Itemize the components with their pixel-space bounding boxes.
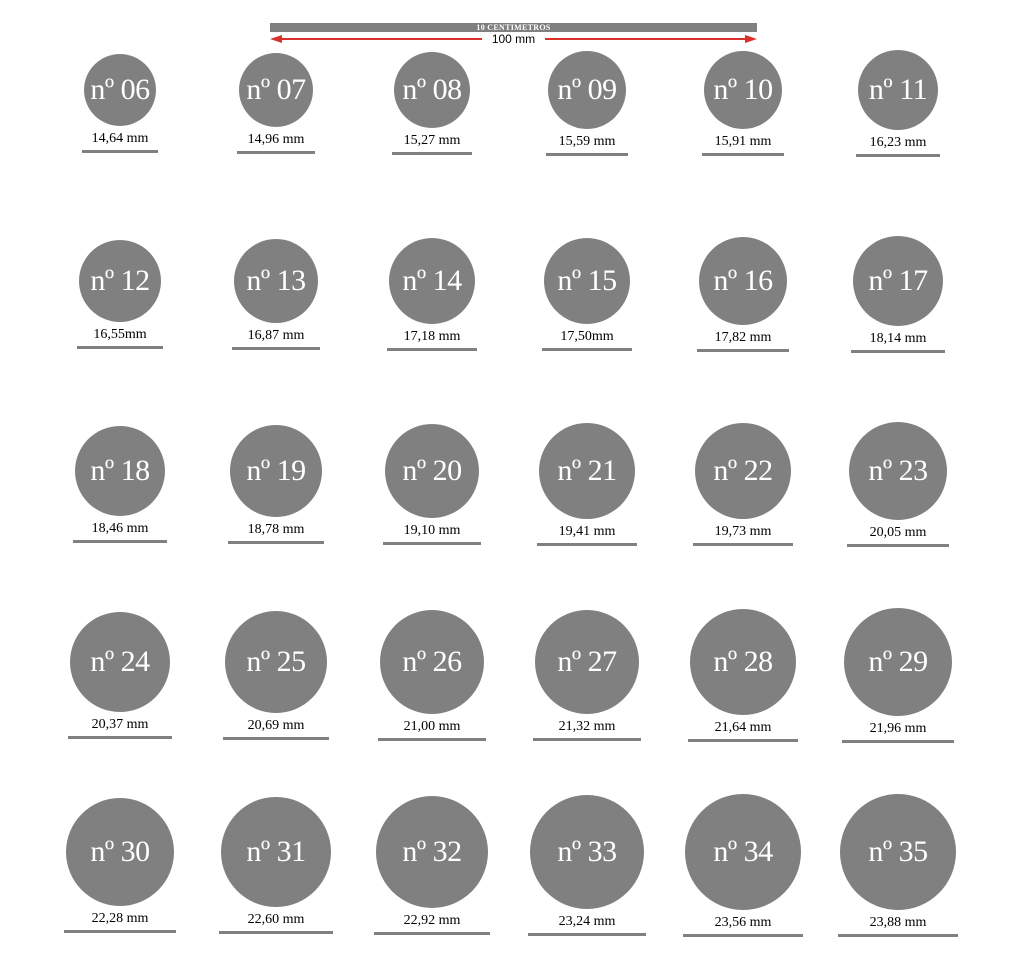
ring-diameter-label: 23,24 mm — [558, 914, 616, 929]
ring-diameter-label: 17,50mm — [560, 329, 614, 344]
ring-size-number: nº 26 — [402, 645, 462, 678]
ring-diameter-label: 16,55mm — [93, 327, 147, 342]
ring-size-disk — [230, 425, 322, 517]
ring-diameter-label: 19,41 mm — [558, 524, 616, 539]
ring-size-number: nº 25 — [246, 645, 306, 678]
ring-size-disk — [535, 610, 639, 714]
ring-size-number: nº 29 — [868, 645, 928, 678]
ring-size-number: nº 19 — [246, 454, 306, 487]
ring-size-disk — [380, 610, 484, 714]
diameter-underline — [528, 933, 646, 936]
diameter-underline — [68, 736, 172, 739]
ring-size-disk — [239, 53, 313, 127]
ring-size-disk — [385, 424, 479, 518]
diameter-underline — [702, 153, 784, 156]
diameter-underline — [73, 540, 167, 543]
diameter-underline — [374, 932, 490, 935]
diameter-underline — [847, 544, 949, 547]
diameter-underline — [392, 152, 472, 155]
ring-size-disk — [389, 238, 475, 324]
ring-size-disk — [849, 422, 947, 520]
ring-diameter-label: 21,64 mm — [714, 720, 772, 735]
ring-size-number: nº 35 — [868, 835, 928, 868]
diameter-underline — [77, 346, 163, 349]
ring-size-number: nº 14 — [402, 264, 462, 297]
ring-size-disk — [704, 51, 782, 129]
ring-diameter-label: 22,28 mm — [91, 911, 149, 926]
ring-size-number: nº 17 — [868, 264, 928, 297]
ring-size-disk — [79, 240, 161, 322]
ring-diameter-label: 18,14 mm — [869, 331, 927, 346]
diameter-underline — [82, 150, 158, 153]
ring-size-disk — [699, 237, 787, 325]
diameter-underline — [697, 349, 789, 352]
ring-diameter-label: 21,32 mm — [558, 719, 616, 734]
diameter-underline — [223, 737, 329, 740]
diameter-underline — [228, 541, 324, 544]
diameter-underline — [693, 543, 793, 546]
ring-size-disk — [695, 423, 791, 519]
ring-size-number: nº 33 — [557, 835, 617, 868]
ring-size-number: nº 06 — [90, 73, 150, 106]
ring-size-number: nº 32 — [402, 835, 462, 868]
ring-size-number: nº 34 — [713, 835, 773, 868]
ring-diameter-label: 14,96 mm — [247, 132, 305, 147]
diameter-underline — [378, 738, 486, 741]
ring-size-disk — [84, 54, 156, 126]
ring-size-number: nº 20 — [402, 454, 462, 487]
ring-size-number: nº 24 — [90, 645, 150, 678]
diameter-underline — [387, 348, 477, 351]
ring-diameter-label: 20,69 mm — [247, 718, 305, 733]
ring-size-number: nº 08 — [402, 73, 462, 106]
ring-size-disk — [544, 238, 630, 324]
ring-size-disk — [394, 52, 470, 128]
ring-size-disk — [840, 794, 956, 910]
diameter-underline — [64, 930, 176, 933]
ring-size-number: nº 27 — [557, 645, 617, 678]
ring-size-disk — [685, 794, 801, 910]
ring-size-disk — [853, 236, 943, 326]
ring-size-number: nº 18 — [90, 454, 150, 487]
ring-size-number: nº 11 — [868, 73, 928, 106]
ring-size-number: nº 16 — [713, 264, 773, 297]
diameter-underline — [533, 738, 641, 741]
ring-size-number: nº 30 — [90, 835, 150, 868]
ring-diameter-label: 22,60 mm — [247, 912, 305, 927]
ring-diameter-label: 18,78 mm — [247, 522, 305, 537]
ring-size-disk — [548, 51, 626, 129]
ring-size-disk — [844, 608, 952, 716]
diameter-underline — [237, 151, 315, 154]
diameter-underline — [688, 739, 798, 742]
ring-diameter-label: 19,73 mm — [714, 524, 772, 539]
ring-diameter-label: 16,23 mm — [869, 135, 927, 150]
diameter-underline — [856, 154, 940, 157]
diameter-underline — [219, 931, 333, 934]
ring-size-disk — [70, 612, 170, 712]
ring-size-number: nº 21 — [557, 454, 617, 487]
scale-bar-label: 10 CENTIMETROS — [476, 23, 551, 32]
diameter-underline — [838, 934, 958, 937]
diameter-underline — [683, 934, 803, 937]
ring-size-disk — [858, 50, 938, 130]
ring-size-disk — [539, 423, 635, 519]
ring-size-number: nº 28 — [713, 645, 773, 678]
diameter-underline — [851, 350, 945, 353]
ring-diameter-label: 15,27 mm — [403, 133, 461, 148]
diameter-underline — [546, 153, 628, 156]
ring-size-number: nº 23 — [868, 454, 928, 487]
ring-size-number: nº 15 — [557, 264, 617, 297]
scale-mm-label: 100 mm — [270, 34, 757, 44]
ring-diameter-label: 15,59 mm — [558, 134, 616, 149]
ring-size-disk — [75, 426, 165, 516]
ring-diameter-label: 17,82 mm — [714, 330, 772, 345]
ring-diameter-label: 14,64 mm — [91, 131, 149, 146]
ring-diameter-label: 21,00 mm — [403, 719, 461, 734]
diameter-underline — [537, 543, 637, 546]
ring-size-number: nº 22 — [713, 454, 773, 487]
ring-size-disk — [234, 239, 318, 323]
ring-diameter-label: 23,88 mm — [869, 915, 927, 930]
diameter-underline — [383, 542, 481, 545]
ring-diameter-label: 20,37 mm — [91, 717, 149, 732]
ring-size-disk — [690, 609, 796, 715]
ring-diameter-label: 15,91 mm — [714, 134, 772, 149]
ring-diameter-label: 16,87 mm — [247, 328, 305, 343]
ring-size-disk — [225, 611, 327, 713]
diameter-underline — [842, 740, 954, 743]
ring-size-number: nº 09 — [557, 73, 617, 106]
ring-diameter-label: 19,10 mm — [403, 523, 461, 538]
ring-size-number: nº 10 — [713, 73, 773, 106]
ring-size-number: nº 07 — [246, 73, 306, 106]
ring-size-number: nº 13 — [246, 264, 306, 297]
ring-diameter-label: 22,92 mm — [403, 913, 461, 928]
ring-size-disk — [66, 798, 174, 906]
ring-diameter-label: 17,18 mm — [403, 329, 461, 344]
ring-diameter-label: 21,96 mm — [869, 721, 927, 736]
ring-diameter-label: 23,56 mm — [714, 915, 772, 930]
diameter-underline — [542, 348, 632, 351]
ring-size-number: nº 12 — [90, 264, 150, 297]
ring-diameter-label: 20,05 mm — [869, 525, 927, 540]
ring-diameter-label: 18,46 mm — [91, 521, 149, 536]
ring-size-disk — [221, 797, 331, 907]
diameter-underline — [232, 347, 320, 350]
ring-size-disk — [376, 796, 488, 908]
ring-size-number: nº 31 — [246, 835, 306, 868]
ring-size-disk — [530, 795, 644, 909]
